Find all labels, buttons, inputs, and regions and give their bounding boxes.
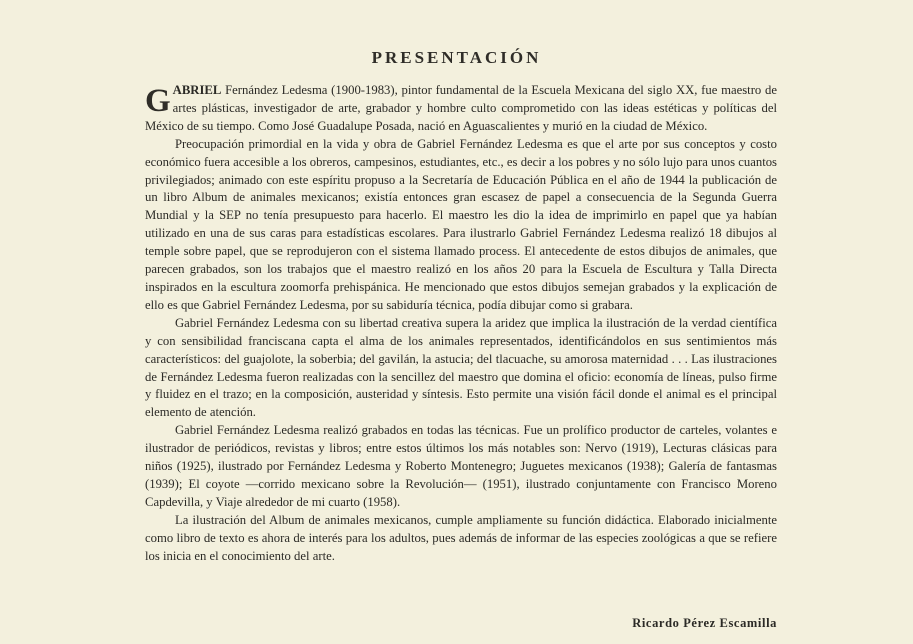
drop-cap: G: [145, 83, 171, 119]
page-title: PRESENTACIÓN: [371, 48, 542, 67]
body-text: [145, 82, 777, 565]
paragraph-1-text: Fernández Ledesma (1900-1983), pintor fundamental de la Escuela Mexicana del siglo XX, fue maestro de artes plásticas, investigador de arte, grabador y hombre culto comprometido con las ideas estéticas y políticas del México de su tiempo. Como José Guadalupe Posada, nació en Aguascalientes y murió en la ciudad de México.: [145, 83, 777, 133]
paragraph-1: [145, 82, 777, 136]
first-word-rest: ABRIEL: [172, 83, 222, 97]
paragraph-2: Preocupación primordial en la vida y obra de Gabriel Fernández Ledesma es que el arte por sus conceptos y costo económico fuera accesible a los obreros, campesinos, estudiantes, etc., es decir a los pobres y no sólo lujo para unos cuantos privilegiados; animado con este espíritu propuso a la Secretaría de Educación Pública en el año de 1944 la publicación de un libro Album de animales mexicanos; existía entonces gran escasez de papel a consecuencia de la Segunda Guerra Mundial y la SEP no tenía presupuesto para hacerlo. El maestro les dio la idea de imprimirlo en papel que ya habían utilizado en una de sus caras para estadísticas escolares. Para ilustrarlo Gabriel Fernández Ledesma realizó 18 dibujos al temple sobre papel, que se reprodujeron con el sistema llamado process. El antecedente de estos dibujos de animales, que parecen grabados, son los trabajos que el maestro realizó en los años 20 para la Escuela de Escultura y Talla Directa inspirados en la escultura zoomorfa prehispánica. He mencionado que estos dibujos semejan grabados y la explicación de ello es que Gabriel Fernández Ledesma, por su sabiduría técnica, podía dibujar como si grabara.: [145, 136, 777, 312]
signature: Ricardo Pérez Escamilla: [632, 616, 777, 630]
paragraph-3: Gabriel Fernández Ledesma con su libertad creativa supera la aridez que implica la ilustración de la verdad científica y con sensibilidad franciscana capta el alma de los animales representados, identificándolos en sus sentimientos más característicos: del guajolote, la soberbia; del gavilán, la astucia; del tlacuache, su amorosa maternidad . . . Las ilustraciones de Fernández Ledesma fueron realizadas con la sencillez del maestro que domina el oficio: economía de líneas, pulso firme y fluidez en el trazo; en la composición, austeridad y síntesis. Esto permite una visión fácil donde el animal es el principal elemento de atención.: [145, 315, 777, 420]
paragraph-4: Gabriel Fernández Ledesma realizó grabados en todas las técnicas. Fue un prolífico productor de carteles, volantes e ilustrador de periódicos, revistas y libros; entre estos últimos los más notables son: Nervo (1919), Lecturas clásicas para niños (1925), ilustrado por Fernández Ledesma y Roberto Montenegro; Juguetes mexicanos (1938); Galería de fantasmas (1939); El coyote —corrido mexicano sobre la Revolución— (1951), ilustrado conjuntamente con Francisco Moreno Capdevilla, y Viaje alrededor de mi cuarto (1958).: [145, 423, 777, 509]
paragraph-5: La ilustración del Album de animales mexicanos, cumple ampliamente su función didáctica. Elaborado inicialmente como libro de texto es ahora de interés para los adultos, pues además de informar de las especies zoológicas a que se refiere los inicia en el conocimiento del arte.: [145, 512, 777, 563]
